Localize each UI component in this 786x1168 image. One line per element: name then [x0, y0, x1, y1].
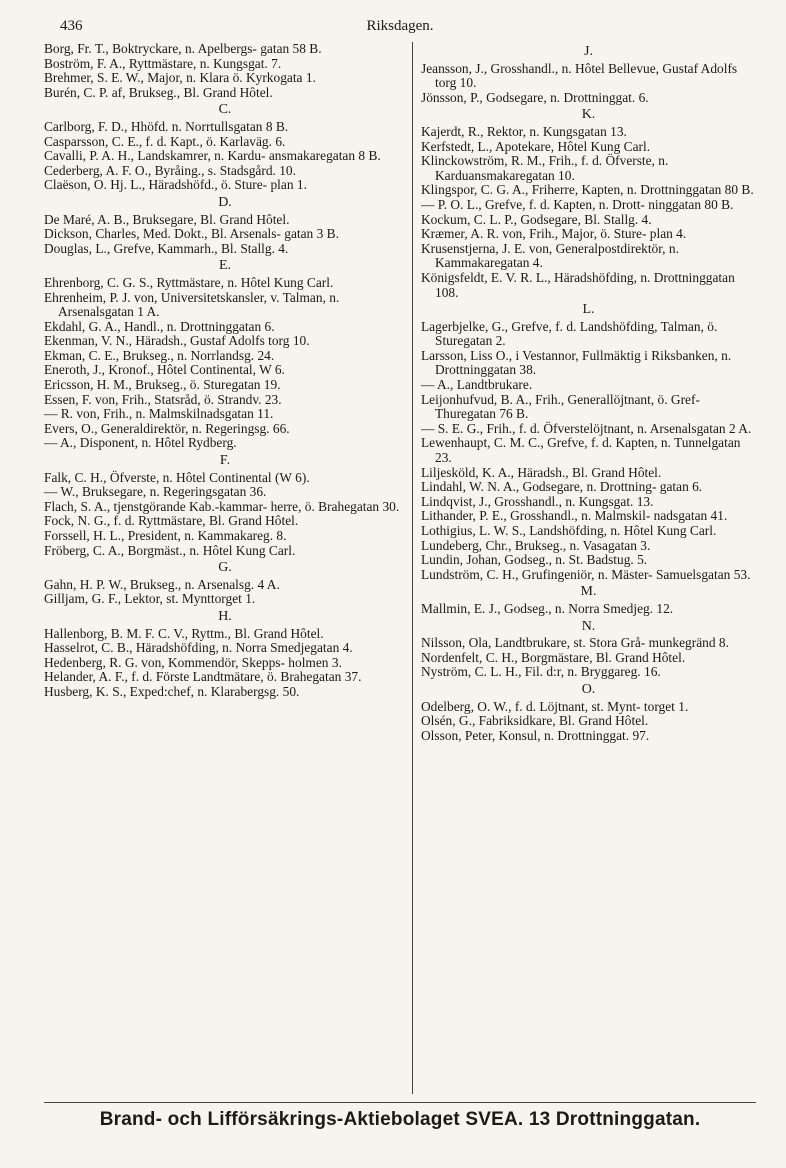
directory-entry: Kockum, C. L. P., Godsegare, Bl. Stallg. 4. — [421, 211, 652, 227]
directory-entry: Klingspor, C. G. A., Friherre, Kapten, n. Drottninggatan 80 B. — [421, 182, 754, 198]
directory-entry: Fock, N. G., f. d. Ryttmästare, Bl. Grand Hôtel. — [44, 513, 299, 529]
directory-entry: Cederberg, A. F. O., Byråing., s. Stadsgård. 10. — [44, 162, 296, 178]
directory-entry: Dickson, Charles, Med. Dokt., Bl. Arsenals- gatan 3 B. — [44, 226, 339, 242]
directory-entry: — W., Bruksegare, n. Regeringsgatan 36. — [44, 484, 267, 500]
directory-entry: Borg, Fr. T., Boktryckare, n. Apelbergs- gatan 58 B. — [44, 41, 322, 56]
directory-entry: Ehrenheim, P. J. von, Universitetskansler, v. Talman, n. Arsenalsgatan 1 A. — [44, 289, 340, 320]
directory-entry: Lithander, P. E., Grosshandl., n. Malmskil- nadsgatan 41. — [421, 508, 728, 524]
directory-entry: Lundin, Johan, Godseg., n. St. Badstug. 5. — [421, 552, 648, 568]
directory-entry: Hasselrot, C. B., Häradshöfding, n. Norra Smedjegatan 4. — [44, 640, 353, 656]
directory-entry: Krusenstjerna, J. E. von, Generalpostdirektör, n. Kammakaregatan 4. — [421, 240, 679, 271]
page-number: 436 — [60, 18, 83, 34]
directory-entry: Kerfstedt, L., Apotekare, Hôtel Kung Carl. — [421, 138, 651, 154]
directory-entry: Casparsson, C. E., f. d. Kapt., ö. Karlaväg. 6. — [44, 133, 286, 149]
directory-entry: Königsfeldt, E. V. R. L., Häradshöfding, n. Drottninggatan 108. — [421, 269, 735, 300]
directory-entry: Ehrenborg, C. G. S., Ryttmästare, n. Hôtel Kung Carl. — [44, 274, 334, 290]
directory-entry: Kræmer, A. R. von, Frih., Major, ö. Sture- plan 4. — [421, 226, 687, 242]
directory-entry: Ekenman, V. N., Häradsh., Gustaf Adolfs torg 10. — [44, 333, 310, 349]
directory-entry: Lindahl, W. N. A., Godsegare, n. Drottning- gatan 6. — [421, 479, 703, 495]
section-letter: E. — [218, 258, 232, 274]
left-column — [44, 42, 412, 1094]
directory-entry: Lagerbjelke, G., Grefve, f. d. Landshöfding, Talman, ö. Sturegatan 2. — [421, 318, 718, 349]
directory-entry: Brehmer, S. E. W., Major, n. Klara ö. Kyrkogata 1. — [44, 70, 316, 86]
directory-entry: Jönsson, P., Godsegare, n. Drottninggat. 6. — [421, 89, 649, 105]
directory-entry: Claëson, O. Hj. L., Häradshöfd., ö. Sture- plan 1. — [44, 177, 307, 193]
directory-entry: Kajerdt, R., Rektor, n. Kungsgatan 13. — [421, 123, 627, 139]
directory-entry: Burén, C. P. af, Brukseg., Bl. Grand Hôtel. — [44, 84, 273, 100]
directory-entry: Nyström, C. L. H., Fil. d:r, n. Bryggareg. 16. — [421, 664, 661, 680]
directory-entry: Essen, F. von, Frih., Statsråd, ö. Strandv. 23. — [44, 391, 282, 407]
directory-entry: Helander, A. F., f. d. Förste Landtmätare, ö. Brahegatan 37. — [44, 669, 362, 685]
directory-entry: Douglas, L., Grefve, Kammarh., Bl. Stallg. 4. — [44, 240, 289, 256]
directory-entry: Fröberg, C. A., Borgmäst., n. Hôtel Kung Carl. — [44, 542, 296, 558]
directory-entry: Ekman, C. E., Brukseg., n. Norrlandsg. 24. — [44, 347, 275, 363]
directory-entry: Ericsson, H. M., Brukseg., ö. Sturegatan 19. — [44, 377, 281, 393]
section-letter: G. — [218, 560, 232, 576]
columns — [44, 42, 756, 1094]
section-letter: N. — [581, 618, 596, 634]
directory-entry: Boström, F. A., Ryttmästare, n. Kungsgat. 7. — [44, 55, 282, 71]
section-letter: F. — [219, 453, 231, 469]
section-letter: K. — [581, 107, 596, 123]
directory-entry: Lundström, C. H., Grufingeniör, n. Mäster- Samuelsgatan 53. — [421, 566, 751, 582]
directory-entry: Lothigius, L. W. S., Landshöfding, n. Hôtel Kung Carl. — [421, 523, 717, 538]
directory-entry: Hedenberg, R. G. von, Kommendör, Skepps- holmen 3. — [44, 654, 342, 670]
directory-entry: Leijonhufvud, B. A., Frih., Generallöjtnant, ö. Gref-Thuregatan 76 B. — [421, 391, 700, 422]
section-letter: L. — [582, 302, 595, 318]
section-letter: M. — [580, 584, 597, 600]
directory-entry: Odelberg, O. W., f. d. Löjtnant, st. Mynt- torget 1. — [421, 698, 689, 714]
directory-entry: Nordenfelt, C. H., Borgmästare, Bl. Grand Hôtel. — [421, 649, 686, 665]
directory-entry: Evers, O., Generaldirektör, n. Regeringsg. 66. — [44, 420, 290, 436]
directory-entry: Liljesköld, K. A., Häradsh., Bl. Grand Hôtel. — [421, 464, 662, 480]
directory-entry: Larsson, Liss O., i Vestannor, Fullmäktig i Riksbanken, n. Drottninggatan 38. — [421, 347, 732, 378]
directory-entry: De Maré, A. B., Bruksegare, Bl. Grand Hôtel. — [44, 211, 290, 227]
section-letter: J. — [584, 44, 593, 59]
directory-entry: Flach, S. A., tjenstgörande Kab.-kammar- herre, ö. Brahegatan 30. — [44, 498, 400, 514]
directory-entry: Hallenborg, B. M. F. C. V., Ryttm., Bl. Grand Hôtel. — [44, 625, 324, 641]
directory-entry: — P. O. L., Grefve, f. d. Kapten, n. Drott- ninggatan 80 B. — [421, 196, 734, 212]
directory-entry: Forssell, H. L., President, n. Kammakareg. 8. — [44, 528, 287, 543]
directory-entry: — S. E. G., Frih., f. d. Öfverstelöjtnant, n. Arsenalsgatan 2 A. — [421, 420, 752, 436]
section-letter: H. — [218, 608, 232, 624]
directory-entry: Husberg, K. S., Exped:chef, n. Klarabergsg. 50. — [44, 683, 300, 699]
directory-entry: Ekdahl, G. A., Handl., n. Drottninggatan 6. — [44, 318, 275, 334]
directory-entry: Eneroth, J., Kronof., Hôtel Continental, W 6. — [44, 362, 285, 378]
directory-entry: Cavalli, P. A. H., Landskamrer, n. Kardu- ansmakaregatan 8 B. — [44, 148, 381, 164]
directory-entry: Gilljam, G. F., Lektor, st. Mynttorget 1. — [44, 591, 256, 607]
right-column — [412, 42, 756, 1094]
footer-advert: Brand- och Lifförsäkrings-Aktiebolaget SVEA. 13 Drottninggatan. — [44, 1102, 756, 1131]
directory-entry: — A., Disponent, n. Hôtel Rydberg. — [44, 435, 237, 451]
section-letter: C. — [218, 102, 232, 118]
directory-entry: Jeansson, J., Grosshandl., n. Hôtel Bellevue, Gustaf Adolfs torg 10. — [421, 60, 738, 91]
directory-entry: Klinckowström, R. M., Frih., f. d. Öfverste, n. Karduansmakaregatan 10. — [421, 153, 669, 183]
directory-entry: Lewenhaupt, C. M. C., Grefve, f. d. Kapten, n. Tunnelgatan 23. — [421, 435, 741, 466]
directory-entry: Lundeberg, Chr., Brukseg., n. Vasagatan 3. — [421, 537, 651, 553]
directory-entry: Nilsson, Ola, Landtbrukare, st. Stora Grå- munkegränd 8. — [421, 635, 729, 651]
directory-entry: Olsson, Peter, Konsul, n. Drottninggat. 97. — [421, 727, 650, 743]
page-header — [44, 18, 756, 42]
section-letter: O. — [581, 681, 596, 697]
directory-entry: Carlborg, F. D., Hhöfd. n. Norrtullsgatan 8 B. — [44, 118, 289, 134]
running-title: Riksdagen. — [366, 18, 434, 34]
directory-entry: Olsén, G., Fabriksidkare, Bl. Grand Hôtel. — [421, 713, 649, 729]
directory-entry: — A., Landtbrukare. — [421, 377, 533, 393]
directory-entry: — R. von, Frih., n. Malmskilnadsgatan 11. — [44, 406, 274, 422]
directory-entry: Gahn, H. P. W., Brukseg., n. Arsenalsg. 4 A. — [44, 576, 280, 592]
section-letter: D. — [218, 194, 232, 210]
directory-entry: Falk, C. H., Öfverste, n. Hôtel Continental (W 6). — [44, 469, 310, 485]
directory-entry: Mallmin, E. J., Godseg., n. Norra Smedjeg. 12. — [421, 600, 674, 616]
directory-entry: Lindqvist, J., Grosshandl., n. Kungsgat. 13. — [421, 493, 654, 509]
